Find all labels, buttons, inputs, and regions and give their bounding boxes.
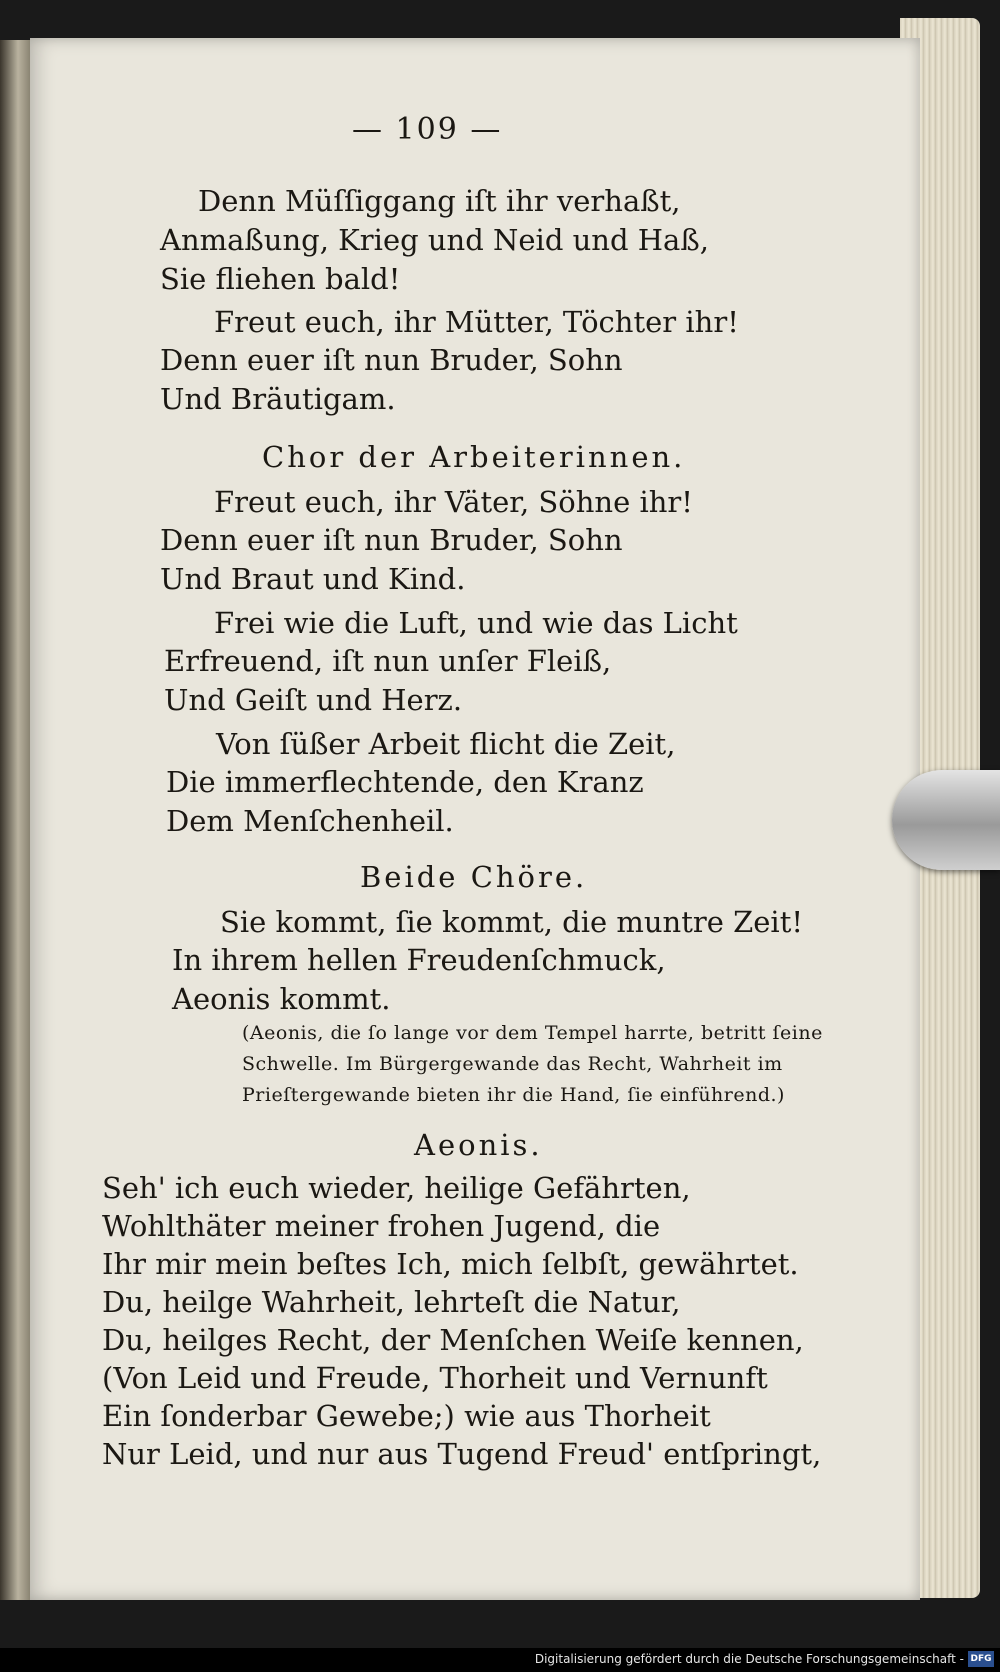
footer-credit: Digitalisierung gefördert durch die Deutsche Forschungsgemeinschaft - <box>534 1652 964 1666</box>
section-heading: Chor der Arbeiterinnen. <box>262 440 686 474</box>
verse-line: Denn euer iſt nun Bruder, Sohn <box>160 343 623 377</box>
stage-direction: Prieſtergewande bieten ihr die Hand, ſie einführend.) <box>242 1084 785 1106</box>
verse-line: Aeonis kommt. <box>172 982 391 1016</box>
verse-line: Wohlthäter meiner frohen Jugend, die <box>102 1209 661 1243</box>
verse-line: Die immerflechtende, den Kranz <box>166 765 644 799</box>
verse-line: Erfreuend, iſt nun unſer Fleiß, <box>164 644 612 678</box>
verse-line: Anmaßung, Krieg und Neid und Haß, <box>160 223 709 257</box>
verse-line: Ein ſonderbar Gewebe;) wie aus Thorheit <box>102 1399 711 1433</box>
verse-line: Frei wie die Luft, und wie das Licht <box>214 606 738 640</box>
verse-line: Denn euer iſt nun Bruder, Sohn <box>160 523 623 557</box>
stage-direction: (Aeonis, die ſo lange vor dem Tempel harrte, betritt ſeine <box>242 1022 823 1044</box>
verse-line: Dem Menſchenheil. <box>166 804 454 838</box>
verse-line: (Von Leid und Freude, Thorheit und Vernunft <box>102 1361 768 1395</box>
page-number: — 109 — <box>352 112 503 147</box>
verse-line: Sie fliehen bald! <box>160 262 401 296</box>
stage-direction: Schwelle. Im Bürgergewande das Recht, Wahrheit im <box>242 1053 783 1075</box>
verse-line: Du, heilges Recht, der Menſchen Weiſe kennen, <box>102 1323 804 1357</box>
footer-bar <box>0 1648 1000 1672</box>
verse-line: Und Geiſt und Herz. <box>164 683 463 717</box>
verse-line: Denn Müſſiggang iſt ihr verhaßt, <box>198 184 681 218</box>
verse-line: Und Braut und Kind. <box>160 562 466 596</box>
book-left-edge <box>0 40 30 1600</box>
section-heading: Beide Chöre. <box>360 860 588 894</box>
verse-line: Freut euch, ihr Mütter, Töchter ihr! <box>214 305 739 339</box>
verse-line: Du, heilge Wahrheit, lehrteſt die Natur, <box>102 1285 681 1319</box>
verse-line: Nur Leid, und nur aus Tugend Freud' entſpringt, <box>102 1437 822 1471</box>
verse-line: Freut euch, ihr Väter, Söhne ihr! <box>214 485 693 519</box>
dfg-logo: DFG <box>968 1651 994 1667</box>
page-clip <box>892 770 1000 870</box>
verse-line: In ihrem hellen Freudenſchmuck, <box>172 943 666 977</box>
verse-line: Sie kommt, ſie kommt, die muntre Zeit! <box>220 905 804 939</box>
speaker-heading: Aeonis. <box>414 1128 543 1162</box>
verse-line: Von ſüßer Arbeit flicht die Zeit, <box>216 727 676 761</box>
verse-line: Ihr mir mein beſtes Ich, mich ſelbſt, gewährtet. <box>102 1247 799 1281</box>
verse-line: Seh' ich euch wieder, heilige Gefährten, <box>102 1171 691 1205</box>
verse-line: Und Bräutigam. <box>160 382 396 416</box>
